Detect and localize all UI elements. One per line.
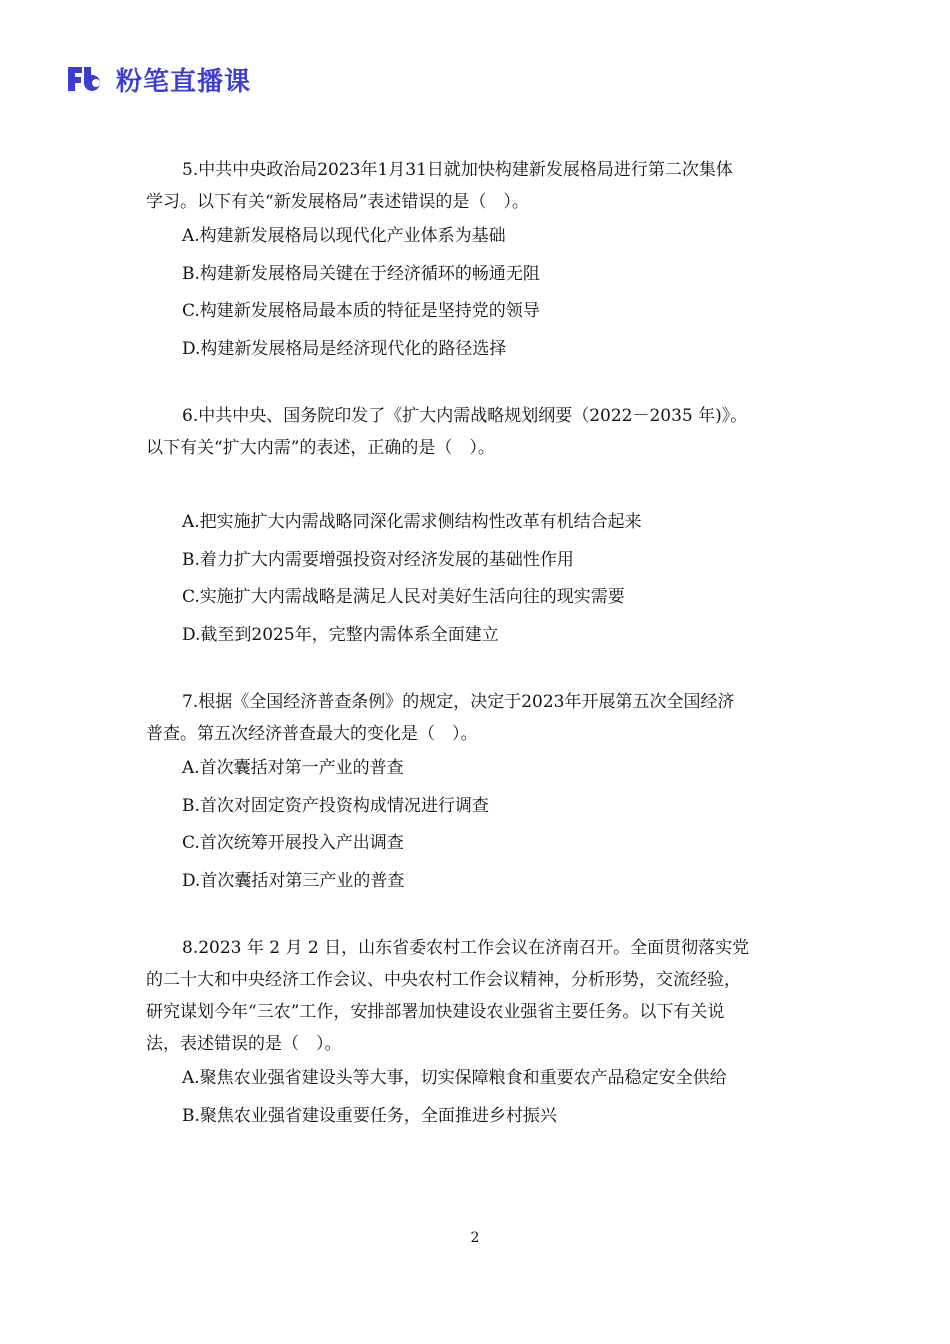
question-stem-line: 的二十大和中央经济工作会议、中央农村工作会议精神，分析形势，交流经验，	[146, 970, 741, 990]
option-d: D.截至到2025年，完整内需体系全面建立	[182, 624, 499, 645]
question-7	[146, 686, 810, 900]
option-c: C.构建新发展格局最本质的特征是坚持党的领导	[182, 301, 540, 321]
option-a: A.聚焦农业强省建设头等大事，切实保障粮食和重要农产品稳定安全供给	[182, 1068, 727, 1088]
question-stem-line: 7.根据《全国经济普查条例》的规定，决定于2023年开展第五次全国经济	[182, 692, 735, 712]
question-8	[146, 932, 810, 1135]
brand-logo	[66, 62, 251, 96]
option-a: A.构建新发展格局以现代化产业体系为基础	[182, 226, 506, 246]
fb-logo-icon	[66, 65, 110, 93]
question-content	[146, 154, 810, 1167]
question-stem-line: 普查。第五次经济普查最大的变化是（ ）。	[146, 724, 478, 744]
option-b: B.构建新发展格局关键在于经济循环的畅通无阻	[182, 263, 540, 284]
option-a: A.首次囊括对第一产业的普查	[182, 758, 404, 778]
option-b: B.着力扩大内需要增强投资对经济发展的基础性作用	[182, 549, 574, 570]
option-c: C.实施扩大内需战略是满足人民对美好生活向往的现实需要	[182, 587, 625, 607]
question-5	[146, 154, 810, 368]
question-stem-line: 学习。以下有关“新发展格局”表述错误的是（ ）。	[146, 192, 529, 212]
option-d: D.构建新发展格局是经济现代化的路径选择	[182, 338, 507, 359]
question-stem-line: 法，表述错误的是（ ）。	[146, 1034, 342, 1054]
question-stem-line: 5.中共中央政治局2023年1月31日就加快构建新发展格局进行第二次集体	[182, 160, 733, 180]
option-b: B.首次对固定资产投资构成情况进行调查	[182, 795, 489, 816]
option-c: C.首次统筹开展投入产出调查	[182, 833, 404, 853]
question-6	[146, 400, 810, 654]
question-stem-line: 以下有关“扩大内需”的表述，正确的是（ ）。	[146, 438, 495, 458]
question-stem-line: 研究谋划今年“三农”工作，安排部署加快建设农业强省主要任务。以下有关说	[146, 1002, 725, 1022]
question-stem-line: 6.中共中央、国务院印发了《扩大内需战略规划纲要（2022－2035 年)》。	[182, 406, 748, 426]
option-d: D.首次囊括对第三产业的普查	[182, 870, 405, 891]
page-number: 2	[470, 1230, 480, 1246]
option-b: B.聚焦农业强省建设重要任务，全面推进乡村振兴	[182, 1105, 557, 1126]
spacer	[146, 464, 810, 504]
option-a: A.把实施扩大内需战略同深化需求侧结构性改革有机结合起来	[182, 512, 642, 532]
logo-text: 粉笔直播课	[116, 66, 252, 97]
question-stem-line: 8.2023 年 2 月 2 日，山东省委农村工作会议在济南召开。全面贯彻落实党	[182, 938, 750, 958]
